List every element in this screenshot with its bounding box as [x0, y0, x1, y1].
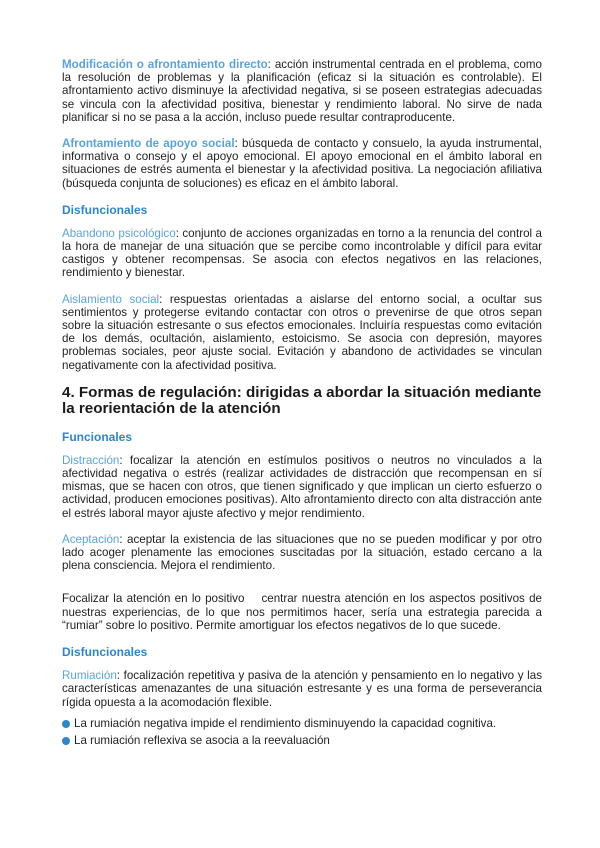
- paragraph-abandono-psicologico: [62, 227, 542, 280]
- term-abandono-psicologico: Abandono psicológico: [62, 226, 176, 240]
- paragraph-text: : búsqueda de contacto y consuelo, la ayuda instrumental, informativa o consejo y el apoyo emocional. El apoyo emocional en el ámbito laboral en situaciones de estrés aumenta el bienestar y la afectividad positiva. La negociación afiliativa (búsqueda conjunta de soluciones) es eficaz en el ámbito laboral.: [62, 137, 542, 190]
- paragraph-text: : respuestas orientadas a aislarse del entorno social, a ocultar sus sentimientos y protegerse evitando contactar con otros o prevenirse de que otros sepan sobre la situación estresante o sus efectos emocionales. Incluiría respuestas como evitación de los demás, ocultación, aislamiento, estoicismo. Se asocia con depresión, mayores problemas sociales, peor ajuste social. Evitación y abandono de actividades se vinculan negativamente con la afectividad positiva.: [62, 292, 542, 372]
- list-item: [62, 717, 542, 730]
- paragraph-rumiacion: [62, 669, 542, 709]
- bullet-icon: [62, 737, 70, 745]
- bullet-list: [62, 717, 542, 747]
- page-content: [62, 58, 546, 751]
- bullet-icon: [62, 720, 70, 728]
- paragraph-text: : aceptar la existencia de las situaciones que no se pueden modificar y por otro lado acoger plenamente las emociones suscitadas por la situación, estado cercano a la plena consciencia. Mejora el rendimiento.: [62, 532, 542, 573]
- section-title: 4. Formas de regulación: dirigidas a abordar la situación mediante la reorientación de la atención: [62, 383, 542, 418]
- subheading-disfuncionales-2: Disfuncionales: [62, 645, 148, 660]
- term-afrontamiento-directo: Modificación o afrontamiento directo: [62, 58, 268, 71]
- paragraph-text: : acción instrumental centrada en el problema, como la resolución de problemas y la planificación (eficaz si la situación es controlable). El afrontamiento activo disminuye la afectividad negativa, si se poseen estrategias adecuadas se vincula con la afectividad positiva, bienestar y rendimiento laboral. No sirve de nada planificar si no se pasa a la acción, incluso puede resultar contraproducente.: [62, 58, 542, 124]
- paragraph-text: Focalizar la atención en lo positivo centrar nuestra atención en los aspectos positivos de nuestras experiencias, de lo que nos permitimos hacer, sería una estrategia parecida a “rumiar” sobre lo positivo. Permite amortiguar los efectos negativos de lo que sucede.: [62, 592, 546, 632]
- paragraph-text: : focalizar la atención en estímulos positivos o neutros no vinculados a la afectividad negativa o estrés (realizar actividades de distracción que recompensan en sí mismas, que se hacen con otros, que tienen significado y que implican un cierto esfuerzo o actividad, producen emociones positivas). Alto afrontamiento directo con alta distracción ante el estrés laboral mayor ajuste afectivo y mejor rendimiento.: [62, 453, 542, 520]
- paragraph-focalizar-positivo: [62, 592, 546, 632]
- paragraph-text: : focalización repetitiva y pasiva de la atención y pensamiento en lo negativo y las características amenazantes de una situación estresante y es una forma de perseverancia rígida opuesta a la acomodación flexible.: [62, 669, 542, 709]
- paragraph-text: : conjunto de acciones organizadas en torno a la renuncia del control a la hora de manejar de una situación que se percibe como incontrolable y difícil para evitar castigos y obtener recompensas. Se asocia con efectos negativos en las relaciones, rendimiento y bienestar.: [62, 226, 542, 280]
- term-distraccion: Distracción: [62, 453, 120, 467]
- list-item: [62, 734, 542, 747]
- term-apoyo-social: Afrontamiento de apoyo social: [62, 137, 235, 151]
- term-aislamiento-social: Aislamiento social: [62, 292, 160, 306]
- paragraph-distraccion: [62, 454, 542, 520]
- subheading-disfuncionales-1: Disfuncionales: [62, 202, 148, 217]
- subheading-funcionales: Funcionales: [62, 429, 133, 444]
- paragraph-aceptacion: [62, 533, 542, 573]
- paragraph-aislamiento-social: [62, 293, 542, 372]
- list-item-text: La rumiación reflexiva se asocia a la reevaluación: [74, 733, 330, 747]
- list-item-text: La rumiación negativa impide el rendimiento disminuyendo la capacidad cognitiva.: [74, 716, 497, 730]
- paragraph-apoyo-social: [62, 137, 542, 190]
- term-rumiacion: Rumiación: [62, 669, 117, 683]
- term-aceptacion: Aceptación: [62, 532, 120, 546]
- paragraph-afrontamiento-directo: [62, 58, 542, 124]
